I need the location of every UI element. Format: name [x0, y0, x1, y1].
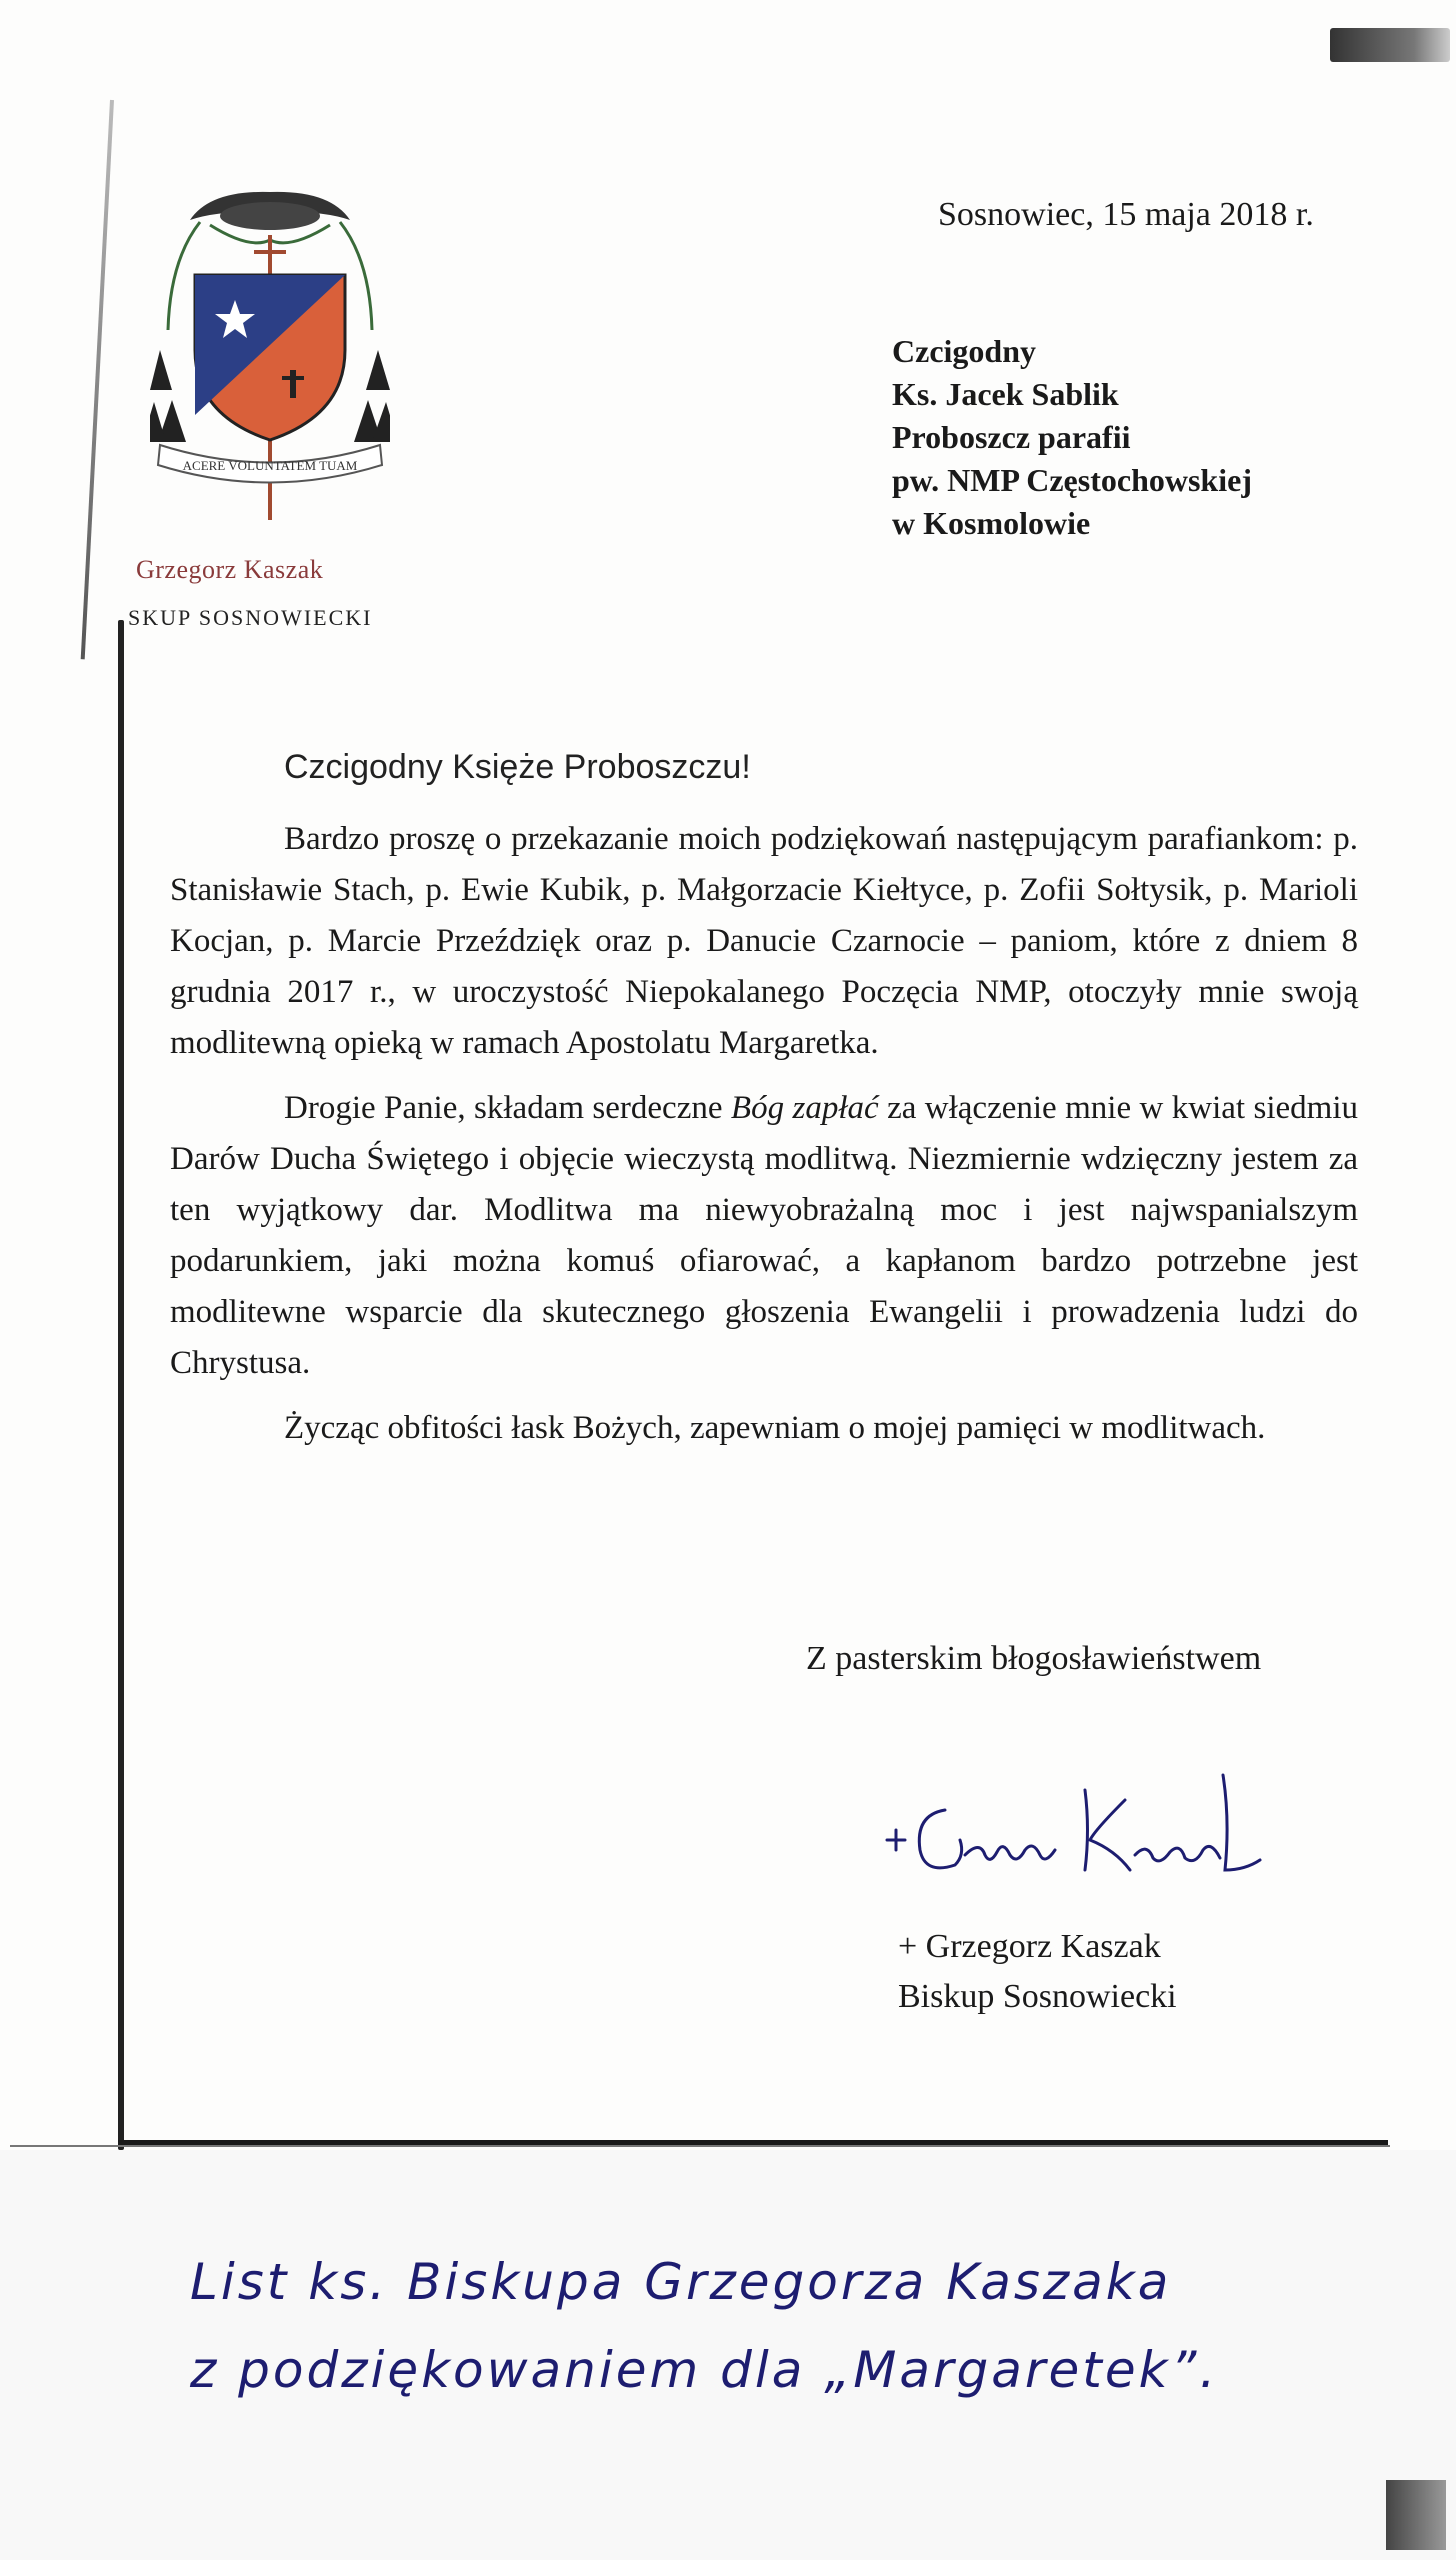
paragraph: Bardzo proszę o przekazanie moich podziękowań następującym parafiankom: p. Stanisławie Stach, p. Ewie Kubik, p. Małgorzacie Kiełtyce, p. Zofii Sołtysik, p. Marioli Kocjan, p. Marcie Przeździęk oraz p. Danucie Czarnocie – paniom, które z dniem 8 grudnia 2017 r., w uroczystość Niepokalanego Poczęcia NMP, otoczyły mnie swoją modlitewną opieką w ramach Apostolatu Margaretka. — [170, 821, 1358, 1061]
recipient-line: Czcigodny — [892, 333, 1036, 369]
paper-edge-shadow — [10, 2145, 1390, 2147]
letter-date: Sosnowiec, 15 maja 2018 r. — [938, 196, 1314, 233]
recipient-line: Ks. Jacek Sablik — [892, 376, 1119, 412]
handwritten-note — [190, 2238, 1290, 2414]
letterhead-title: SKUP SOSNOWIECKI — [128, 605, 373, 630]
coat-of-arms-icon — [150, 180, 390, 540]
letter-body — [170, 814, 1358, 1468]
signature-title: Biskup Sosnowiecki — [898, 1978, 1177, 2015]
paper-edge-vertical — [118, 620, 124, 2150]
binder-clip-top — [1330, 28, 1450, 62]
handwritten-signature — [885, 1770, 1265, 1900]
signature-block — [898, 1922, 1177, 2022]
handwritten-note-line: z podziękowaniem dla „Margaretek”. — [190, 2341, 1219, 2399]
emphasis: Bóg zapłać — [730, 1090, 879, 1126]
salutation: Czcigodny Księże Proboszczu! — [284, 748, 751, 786]
paragraph: Życząc obfitości łask Bożych, zapewniam o mojej pamięci w modlitwach. — [284, 1410, 1266, 1446]
crest-motto: ACERE VOLUNTATEM TUAM — [182, 458, 358, 473]
signature-name: + Grzegorz Kaszak — [898, 1928, 1161, 1965]
paragraph: Drogie Panie, składam serdeczne Bóg zapłać za włączenie mnie w kwiat siedmiu Darów Ducha Świętego i objęcie wieczystą modlitwą. Niezmiernie wdzięczny jestem za ten wyjątkowy dar. Modlitwa ma niewyobrażalną moc i jest najwspanialszym podarunkiem, jaki można komuś ofiarować, a kapłanom bardzo potrzebne jest modlitewne wsparcie dla skutecznego głoszenia Ewangelii i prowadzenia ludzi do Chrystusa. — [170, 1090, 1358, 1381]
recipient-block — [892, 330, 1252, 545]
recipient-line: w Kosmolowie — [892, 505, 1091, 541]
recipient-line: pw. NMP Częstochowskiej — [892, 462, 1252, 498]
letterhead-name: Grzegorz Kaszak — [136, 555, 324, 584]
recipient-line: Proboszcz parafii — [892, 419, 1131, 455]
binder-clip-bottom — [1386, 2480, 1446, 2550]
handwritten-note-line: List ks. Biskupa Grzegorza Kaszaka — [190, 2253, 1172, 2311]
closing: Z pasterskim błogosławieństwem — [806, 1640, 1262, 1677]
